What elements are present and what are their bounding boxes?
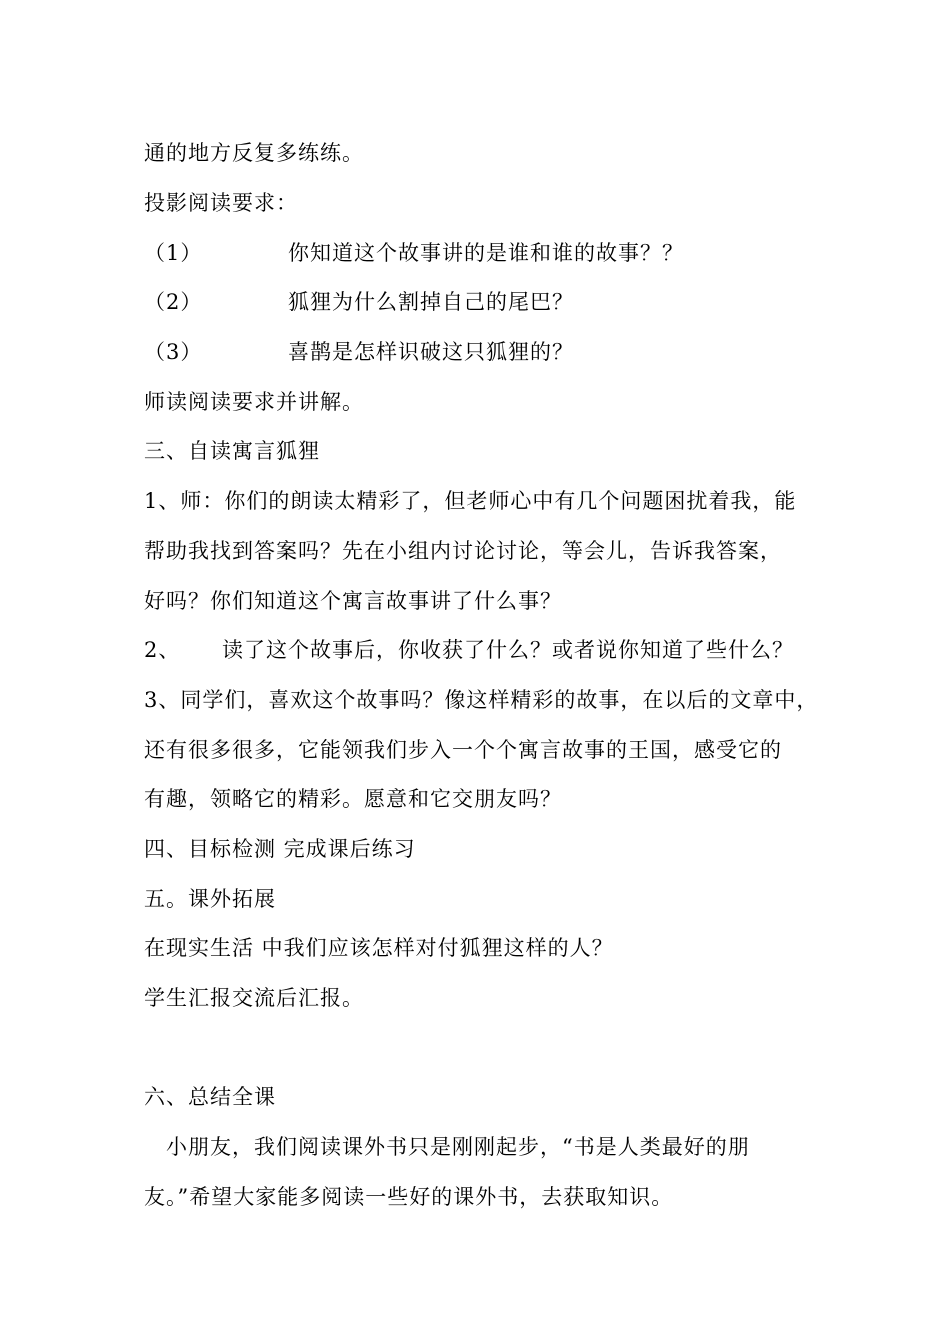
item-number: 2、 — [144, 638, 181, 662]
question-item — [144, 288, 574, 316]
text-line: 还有很多很多，它能领我们步入一个个寓言故事的王国，感受它的 — [144, 738, 782, 762]
text-line: 投影阅读要求： — [144, 191, 298, 215]
question-number: （1） — [144, 241, 203, 265]
question-text: 狐狸为什么割掉自己的尾巴？ — [288, 290, 574, 314]
section-heading: 三、自读寓言狐狸 — [144, 439, 320, 463]
section-heading: 六、总结全课 — [144, 1085, 276, 1109]
question-text: 你知道这个故事讲的是谁和谁的故事？？ — [288, 241, 684, 265]
question-number: （3） — [144, 340, 203, 364]
item-text: 读了这个故事后，你收获了什么？或者说你知道了些什么？ — [222, 638, 794, 662]
text-line: 小朋友，我们阅读课外书只是刚刚起步，“书是人类最好的朋 — [144, 1135, 750, 1159]
question-number: （2） — [144, 290, 203, 314]
text-line: 3、同学们，喜欢这个故事吗？像这样精彩的故事，在以后的文章中， — [144, 688, 819, 712]
text-line: 通的地方反复多练练。 — [144, 141, 364, 165]
section-heading: 四、目标检测 完成课后练习 — [144, 837, 416, 861]
question-text: 喜鹊是怎样识破这只狐狸的？ — [288, 340, 574, 364]
text-line: 在现实生活 中我们应该怎样对付狐狸这样的人？ — [144, 936, 614, 960]
question-item — [144, 338, 574, 366]
text-line: 1、师：你们的朗读太精彩了，但老师心中有几个问题困扰着我，能 — [144, 489, 797, 513]
text-line: 帮助我找到答案吗？先在小组内讨论讨论，等会儿，告诉我答案， — [144, 539, 782, 563]
text-line: 有趣，领略它的精彩。愿意和它交朋友吗？ — [144, 787, 562, 811]
text-line: 友。”希望大家能多阅读一些好的课外书，去获取知识。 — [144, 1185, 674, 1209]
text-line: 好吗？你们知道这个寓言故事讲了什么事？ — [144, 589, 562, 613]
numbered-item — [144, 636, 794, 664]
text-line: 学生汇报交流后汇报。 — [144, 986, 364, 1010]
text-line: 师读阅读要求并讲解。 — [144, 390, 364, 414]
question-item — [144, 239, 684, 267]
section-heading: 五。课外拓展 — [144, 887, 276, 911]
